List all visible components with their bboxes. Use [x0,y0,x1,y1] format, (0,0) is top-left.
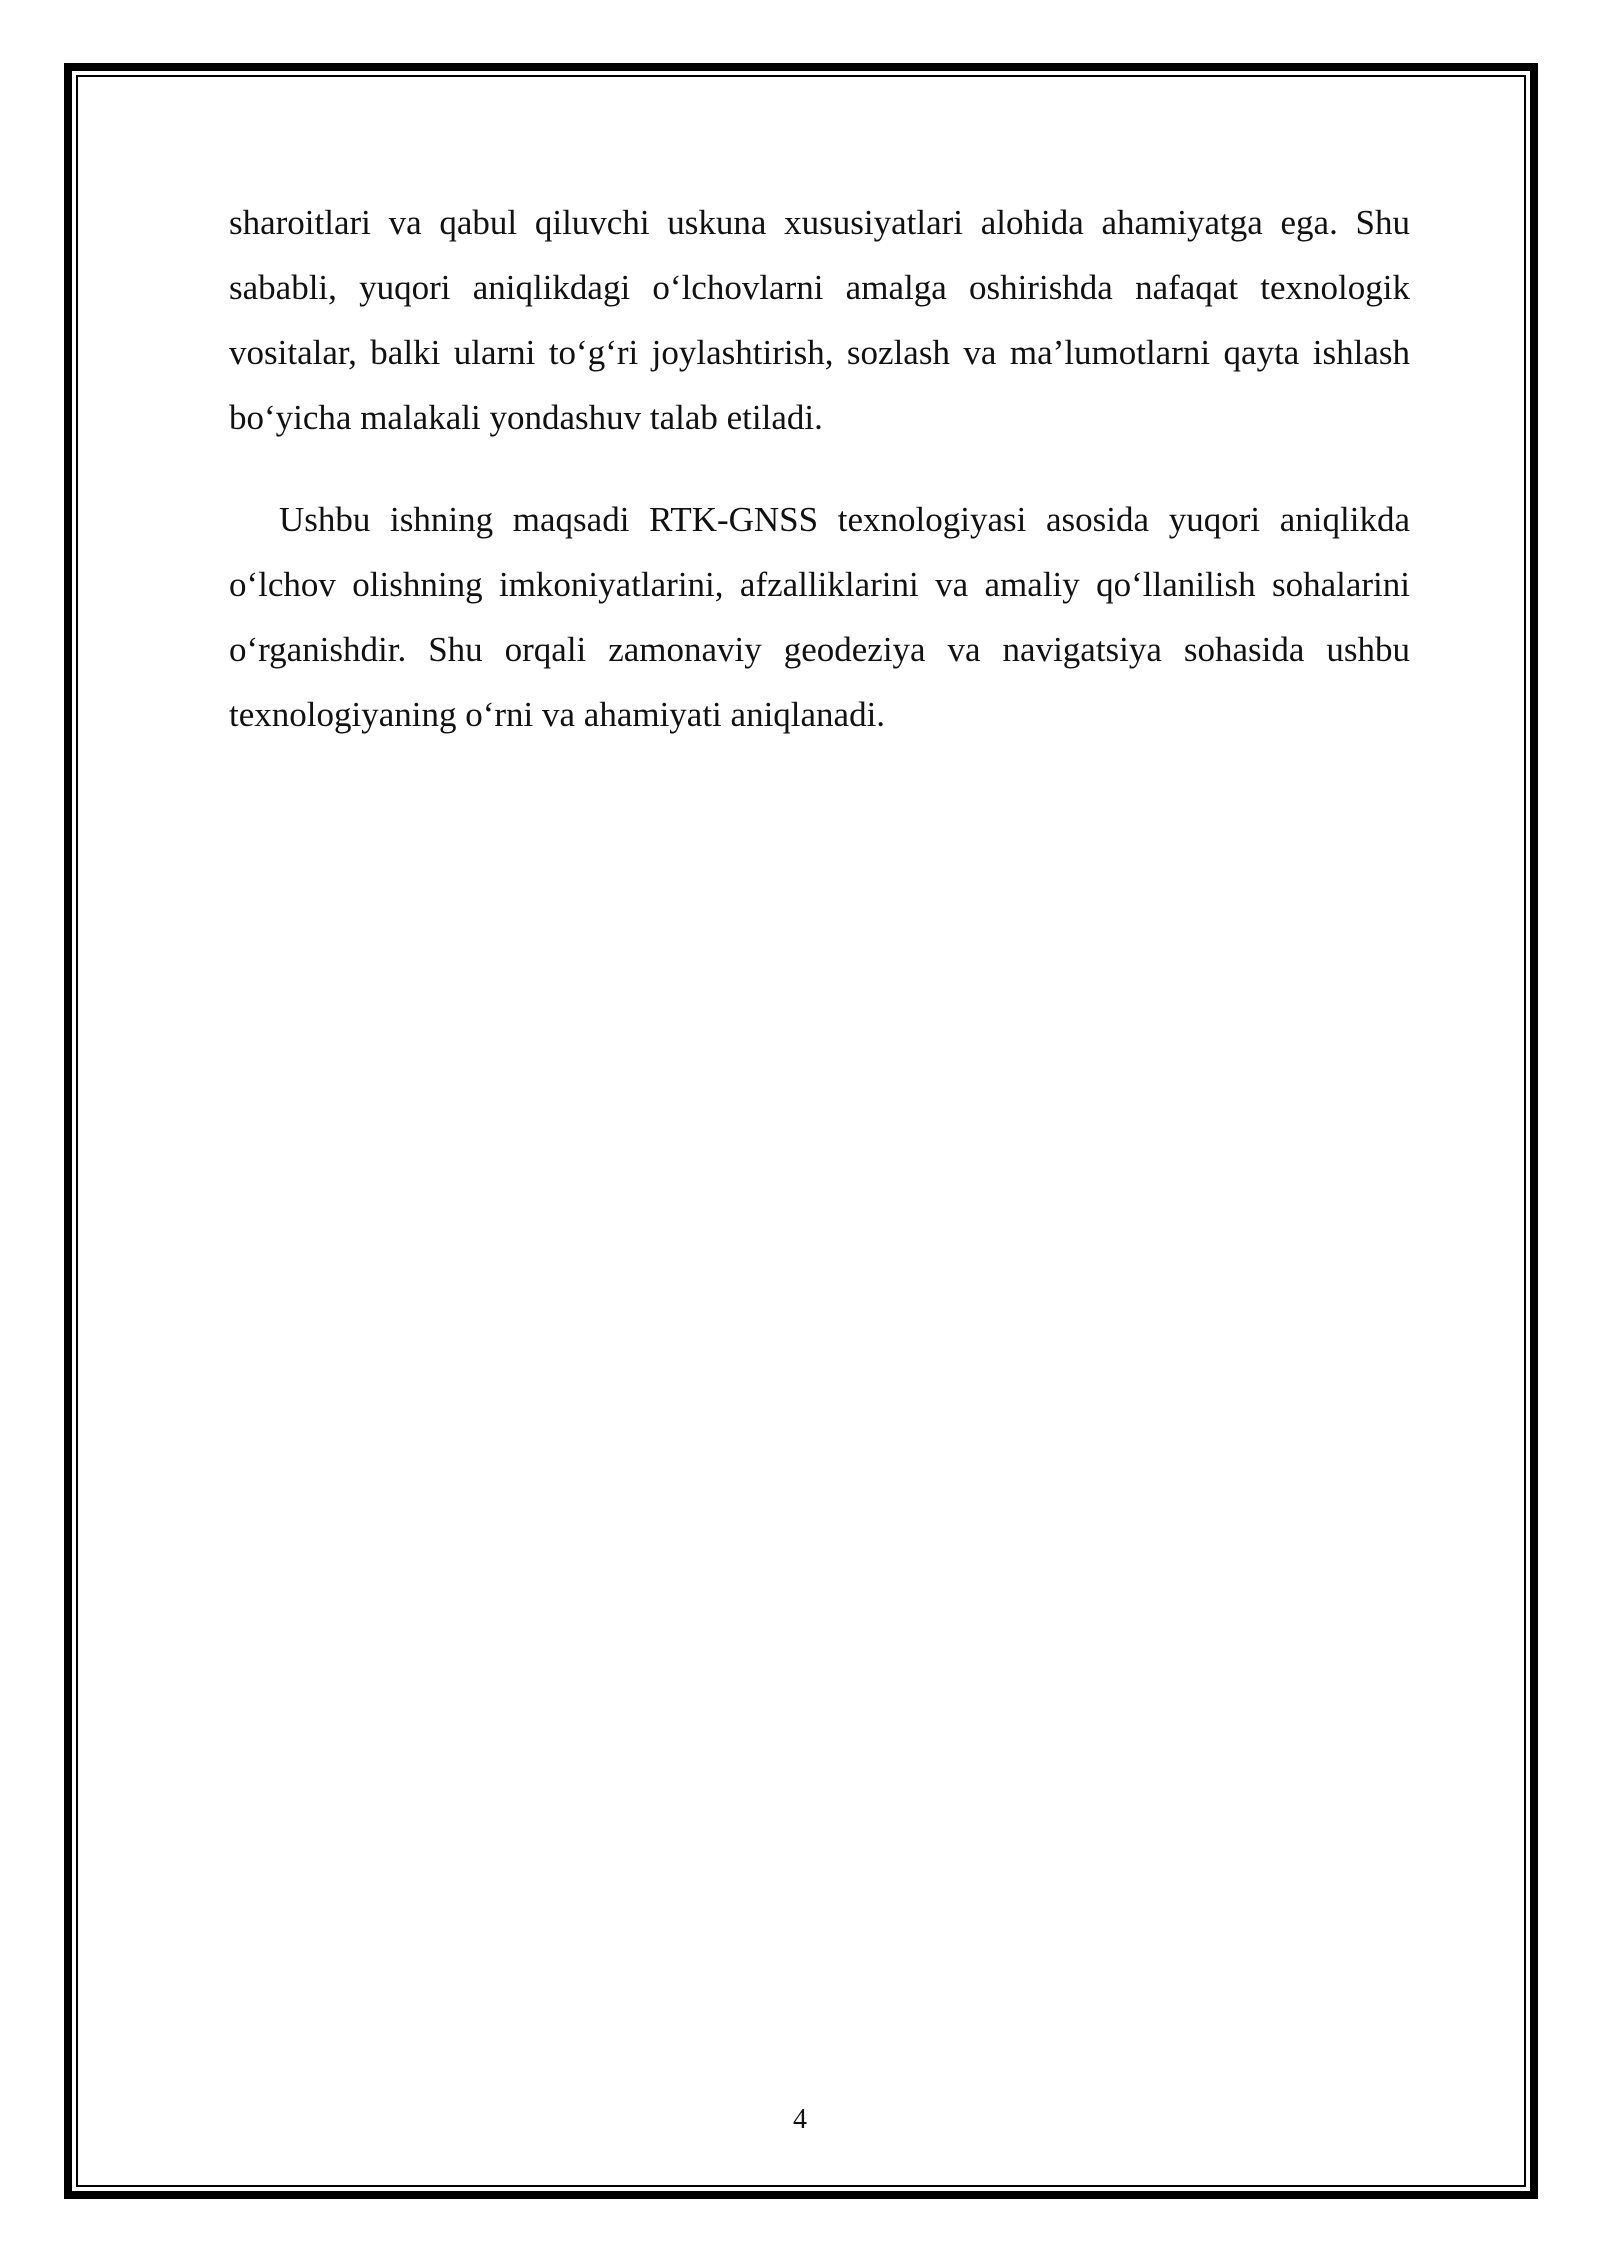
paragraph-aim: Ushbu ishning maqsadi RTK-GNSS texnologiyasi asosida yuqori aniqlikda o‘lchov olishning imkoniyatlarini, afzalliklarini va amaliy qo‘llanilish sohalarini o‘rganishdir. Shu orqali zamonaviy geodeziya va navigatsiya sohasida ushbu texnologiyaning o‘rni va ahamiyati aniqlanadi. [229,500,1410,734]
paragraph-continued: sharoitlari va qabul qiluvchi uskuna xususiyatlari alohida ahamiyatga ega. Shu sababli, yuqori aniqlikdagi o‘lchovlarni amalga oshirishda nafaqat texnologik vositalar, balki ularni to‘g‘ri joylashtirish, sozlash va ma’lumotlarni qayta ishlash bo‘yicha malakali yondashuv talab etiladi. [229,203,1410,437]
document-body [229,190,1410,747]
page-number: 4 [793,2104,807,2135]
